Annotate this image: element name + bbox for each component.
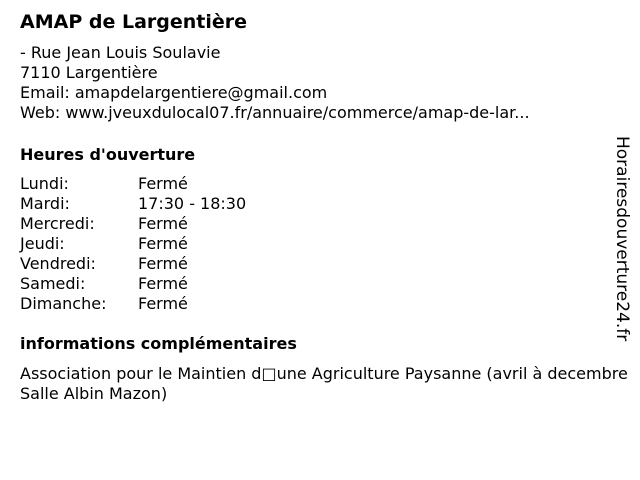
hours-value: Fermé xyxy=(138,274,188,293)
hours-row-sunday xyxy=(20,294,246,314)
hours-value: Fermé xyxy=(138,174,188,193)
day-label: Vendredi: xyxy=(20,254,96,273)
address-block xyxy=(20,43,530,123)
business-name: AMAP de Largentière xyxy=(20,11,248,33)
hours-value: Fermé xyxy=(138,294,188,313)
day-label: Dimanche: xyxy=(20,294,107,313)
street-address: - Rue Jean Louis Soulavie xyxy=(20,43,221,62)
hours-row-wednesday xyxy=(20,214,246,234)
day-label: Mardi: xyxy=(20,194,70,213)
hours-row-tuesday xyxy=(20,194,246,214)
info-heading: informations complémentaires xyxy=(20,334,297,353)
website-line: Web: www.jveuxdulocal07.fr/annuaire/commerce/amap-de-lar... xyxy=(20,103,530,122)
hours-row-saturday xyxy=(20,274,246,294)
day-label: Lundi: xyxy=(20,174,69,193)
day-label: Jeudi: xyxy=(20,234,65,253)
day-label: Samedi: xyxy=(20,274,86,293)
hours-value: Fermé xyxy=(138,214,188,233)
hours-value: Fermé xyxy=(138,234,188,253)
hours-heading: Heures d'ouverture xyxy=(20,145,196,164)
brand-watermark: Horairesdouverture24.fr xyxy=(612,136,632,342)
hours-row-monday xyxy=(20,174,246,194)
info-description: Association pour le Maintien d□une Agriculture Paysanne (avril à decembre Salle Albin Mazon) xyxy=(20,364,628,403)
hours-value: 17:30 - 18:30 xyxy=(138,194,247,213)
city-address: 7110 Largentière xyxy=(20,63,158,82)
day-label: Mercredi: xyxy=(20,214,95,233)
hours-value: Fermé xyxy=(138,254,188,273)
email-line: Email: amapdelargentiere@gmail.com xyxy=(20,83,328,102)
hours-row-friday xyxy=(20,254,246,274)
opening-hours-table xyxy=(20,174,246,314)
hours-row-thursday xyxy=(20,234,246,254)
